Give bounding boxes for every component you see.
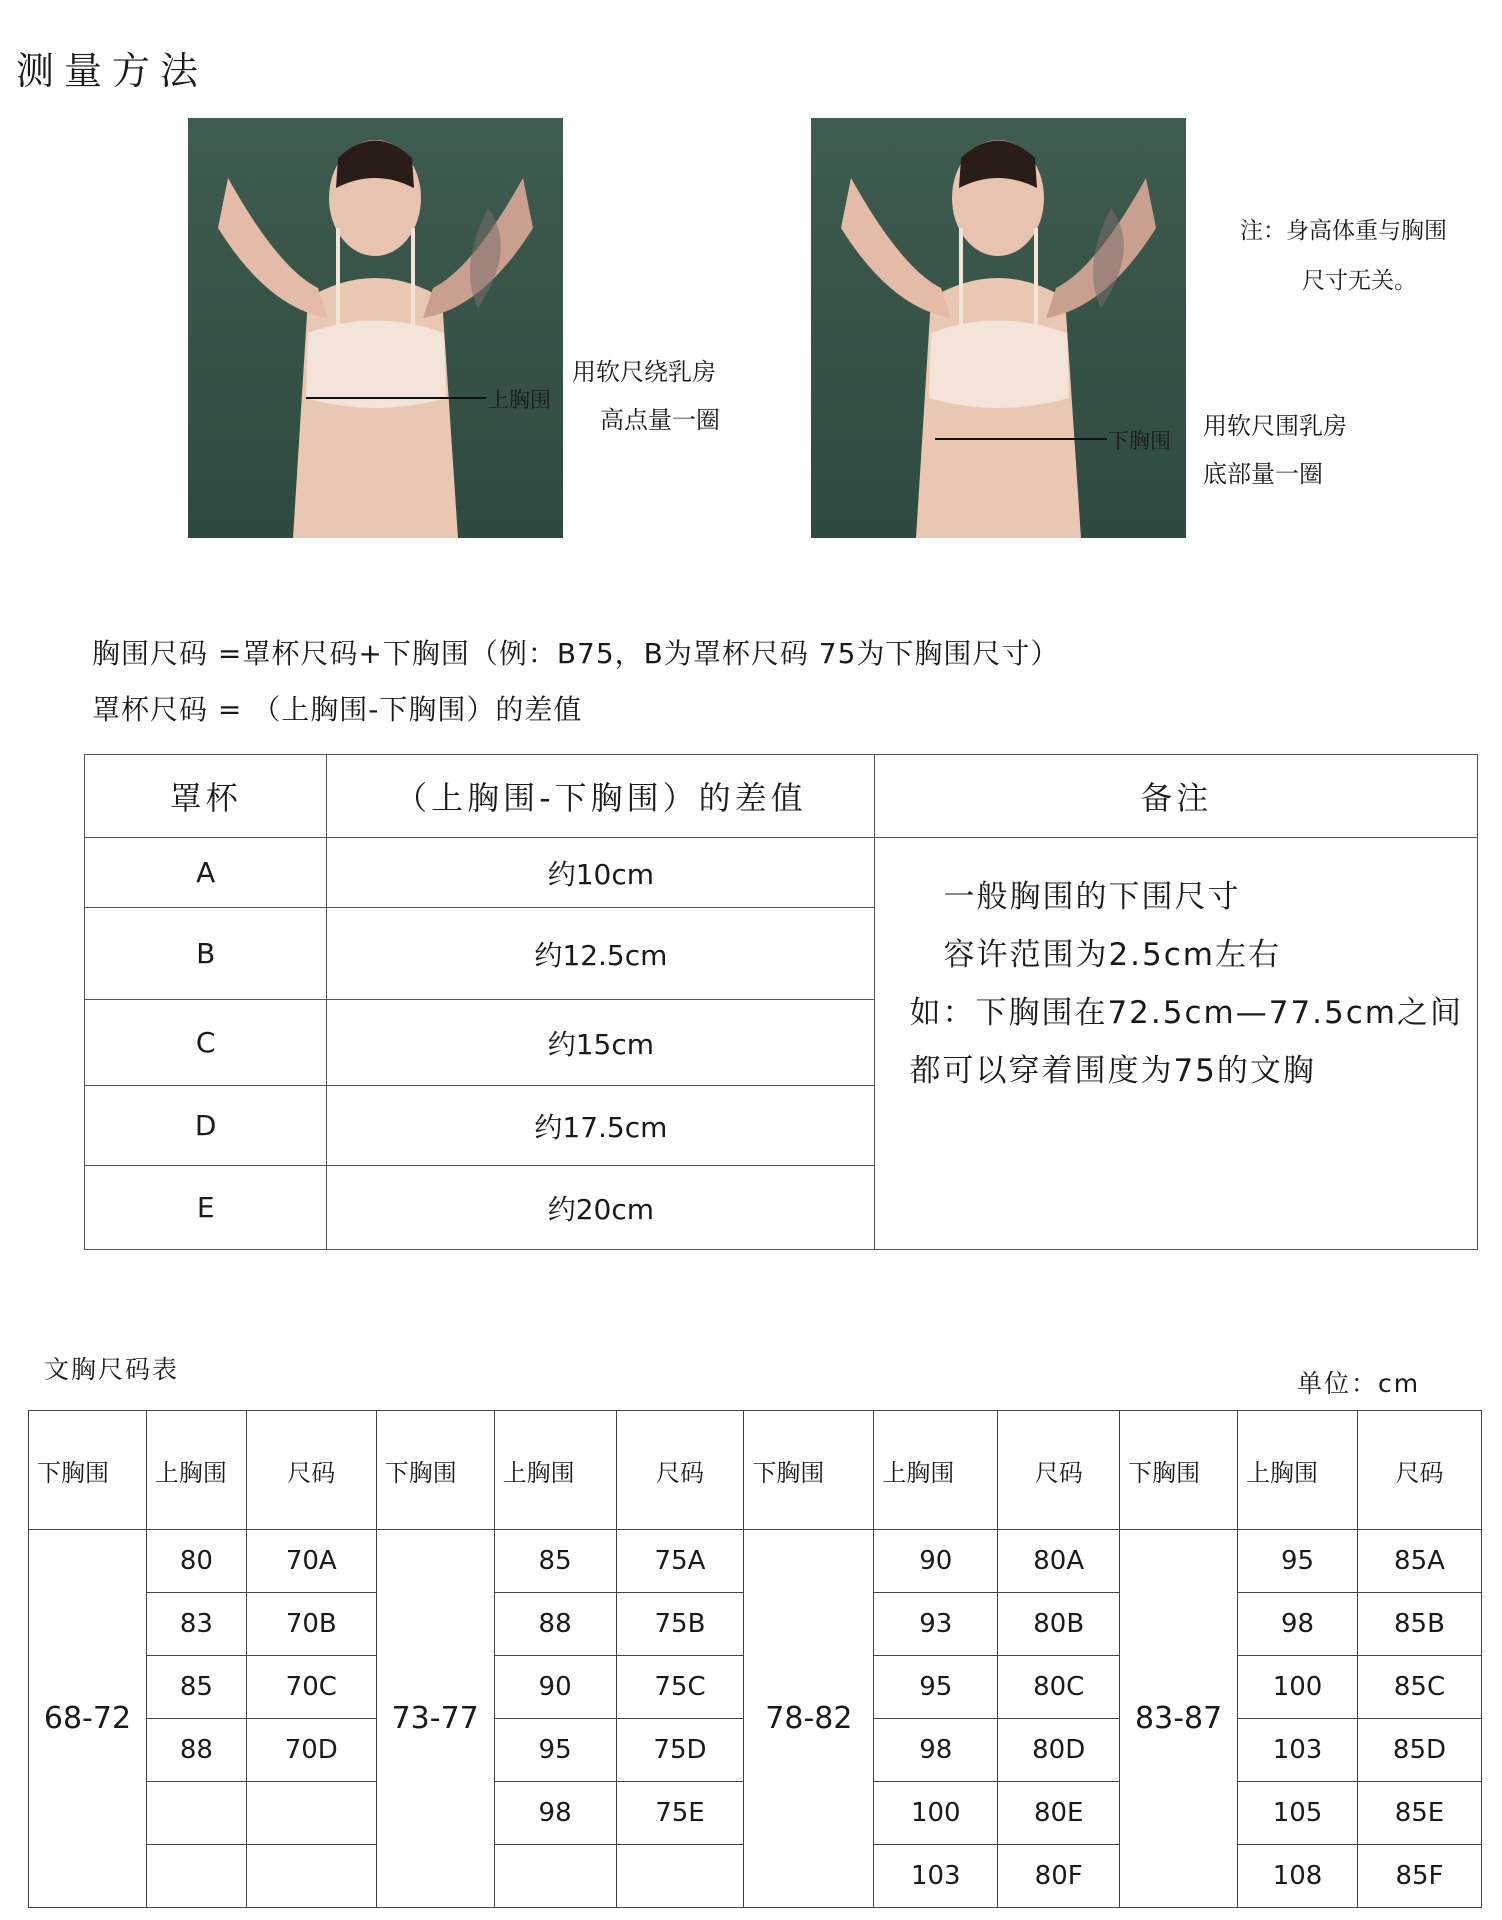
model-photo-bust bbox=[188, 118, 563, 538]
size-value: 80D bbox=[998, 1719, 1120, 1782]
bust-value: 90 bbox=[494, 1656, 616, 1719]
size-header: 尺码 bbox=[246, 1411, 376, 1530]
size-value: 80A bbox=[998, 1530, 1120, 1593]
bust-value: 93 bbox=[874, 1593, 998, 1656]
bust-caption-line2: 高点量一圈 bbox=[600, 406, 720, 434]
size-table-header-row bbox=[29, 1411, 1482, 1530]
size-value: 70B bbox=[246, 1593, 376, 1656]
size-value: 85E bbox=[1357, 1782, 1481, 1845]
underbust-line-label: 下胸围 bbox=[1108, 429, 1171, 453]
bust-value: 108 bbox=[1238, 1845, 1358, 1908]
size-chart-title: 文胸尺码表 bbox=[44, 1355, 180, 1384]
cup-cell: B bbox=[85, 908, 327, 1000]
bust-value: 85 bbox=[494, 1530, 616, 1593]
cup-cell: E bbox=[85, 1166, 327, 1250]
size-value: 80F bbox=[998, 1845, 1120, 1908]
bust-value: 100 bbox=[874, 1782, 998, 1845]
size-value: 85D bbox=[1357, 1719, 1481, 1782]
bust-value: 90 bbox=[874, 1530, 998, 1593]
bust-value: 80 bbox=[146, 1530, 246, 1593]
bust-value: 105 bbox=[1238, 1782, 1358, 1845]
bust-caption-line1: 用软尺绕乳房 bbox=[572, 358, 716, 386]
underbust-header: 下胸围 bbox=[376, 1411, 494, 1530]
underbust-header: 下胸围 bbox=[744, 1411, 874, 1530]
size-value: 75B bbox=[616, 1593, 744, 1656]
underbust-caption-line2: 底部量一圈 bbox=[1203, 460, 1323, 488]
size-value: 85B bbox=[1357, 1593, 1481, 1656]
model-illustration bbox=[811, 118, 1186, 538]
underbust-header: 下胸围 bbox=[1120, 1411, 1238, 1530]
difference-cell: 约12.5cm bbox=[327, 908, 875, 1000]
size-value: 80C bbox=[998, 1656, 1120, 1719]
note-line2: 尺寸无关。 bbox=[1302, 268, 1417, 294]
cup-cell: C bbox=[85, 1000, 327, 1086]
bust-value: 83 bbox=[146, 1593, 246, 1656]
underbust-caption-line1: 用软尺围乳房 bbox=[1203, 412, 1347, 440]
size-value: 70A bbox=[246, 1530, 376, 1593]
size-header: 尺码 bbox=[616, 1411, 744, 1530]
underbust-range: 83-87 bbox=[1120, 1530, 1238, 1908]
size-value: 85F bbox=[1357, 1845, 1481, 1908]
remark-line: 容许范围为2.5cm左右 bbox=[943, 937, 1281, 973]
bust-value bbox=[146, 1782, 246, 1845]
difference-col-header: （上胸围-下胸围）的差值 bbox=[327, 755, 875, 838]
underbust-range: 73-77 bbox=[376, 1530, 494, 1908]
bust-value: 98 bbox=[494, 1782, 616, 1845]
bust-value: 100 bbox=[1238, 1656, 1358, 1719]
note-line1: 注：身高体重与胸围 bbox=[1240, 218, 1447, 244]
bust-header: 上胸围 bbox=[874, 1411, 998, 1530]
remark-line: 都可以穿着围度为75的文胸 bbox=[909, 1053, 1316, 1089]
remark-cell bbox=[875, 838, 1478, 1250]
remark-line: 一般胸围的下围尺寸 bbox=[943, 879, 1241, 915]
difference-cell: 约17.5cm bbox=[327, 1086, 875, 1166]
bust-line bbox=[306, 397, 486, 399]
size-header: 尺码 bbox=[1357, 1411, 1481, 1530]
underbust-line bbox=[935, 438, 1107, 440]
size-value bbox=[246, 1845, 376, 1908]
unit-label: 单位：cm bbox=[1297, 1369, 1421, 1398]
bust-value: 95 bbox=[494, 1719, 616, 1782]
bra-size-table bbox=[28, 1410, 1482, 1908]
cup-cell: A bbox=[85, 838, 327, 908]
bust-line-label: 上胸围 bbox=[488, 388, 551, 412]
bust-header: 上胸围 bbox=[1238, 1411, 1358, 1530]
difference-cell: 约10cm bbox=[327, 838, 875, 908]
remark-line: 如：下胸围在72.5cm—77.5cm之间 bbox=[909, 995, 1463, 1031]
size-value bbox=[246, 1782, 376, 1845]
bust-value: 95 bbox=[1238, 1530, 1358, 1593]
underbust-header: 下胸围 bbox=[29, 1411, 147, 1530]
size-value: 70C bbox=[246, 1656, 376, 1719]
bust-value: 95 bbox=[874, 1656, 998, 1719]
bust-value: 98 bbox=[874, 1719, 998, 1782]
cup-difference-table bbox=[84, 754, 1478, 1250]
bust-value: 98 bbox=[1238, 1593, 1358, 1656]
model-photo-underbust bbox=[811, 118, 1186, 538]
size-value: 80B bbox=[998, 1593, 1120, 1656]
underbust-range: 78-82 bbox=[744, 1530, 874, 1908]
size-value: 70D bbox=[246, 1719, 376, 1782]
size-value: 85C bbox=[1357, 1656, 1481, 1719]
bust-value: 88 bbox=[494, 1593, 616, 1656]
size-row bbox=[29, 1530, 1482, 1593]
bust-value: 85 bbox=[146, 1656, 246, 1719]
model-illustration bbox=[188, 118, 563, 538]
size-value: 75E bbox=[616, 1782, 744, 1845]
cup-cell: D bbox=[85, 1086, 327, 1166]
formula-size: 胸围尺码 =罩杯尺码+下胸围（例：B75，B为罩杯尺码 75为下胸围尺寸） bbox=[92, 637, 1060, 670]
bust-value bbox=[146, 1845, 246, 1908]
size-value: 85A bbox=[1357, 1530, 1481, 1593]
bust-value: 103 bbox=[1238, 1719, 1358, 1782]
difference-cell: 约15cm bbox=[327, 1000, 875, 1086]
bust-header: 上胸围 bbox=[146, 1411, 246, 1530]
size-value: 75A bbox=[616, 1530, 744, 1593]
underbust-range: 68-72 bbox=[29, 1530, 147, 1908]
size-value: 75C bbox=[616, 1656, 744, 1719]
formula-cup: 罩杯尺码 = （上胸围-下胸围）的差值 bbox=[92, 693, 583, 726]
size-header: 尺码 bbox=[998, 1411, 1120, 1530]
remark-col-header: 备注 bbox=[875, 755, 1478, 838]
size-value: 80E bbox=[998, 1782, 1120, 1845]
bust-value: 103 bbox=[874, 1845, 998, 1908]
page-heading: 测量方法 bbox=[16, 49, 209, 93]
bust-value: 88 bbox=[146, 1719, 246, 1782]
bust-value bbox=[494, 1845, 616, 1908]
cup-col-header: 罩杯 bbox=[85, 755, 327, 838]
bust-header: 上胸围 bbox=[494, 1411, 616, 1530]
size-value: 75D bbox=[616, 1719, 744, 1782]
size-value bbox=[616, 1845, 744, 1908]
cup-row bbox=[85, 838, 1478, 908]
difference-cell: 约20cm bbox=[327, 1166, 875, 1250]
cup-table-header-row bbox=[85, 755, 1478, 838]
